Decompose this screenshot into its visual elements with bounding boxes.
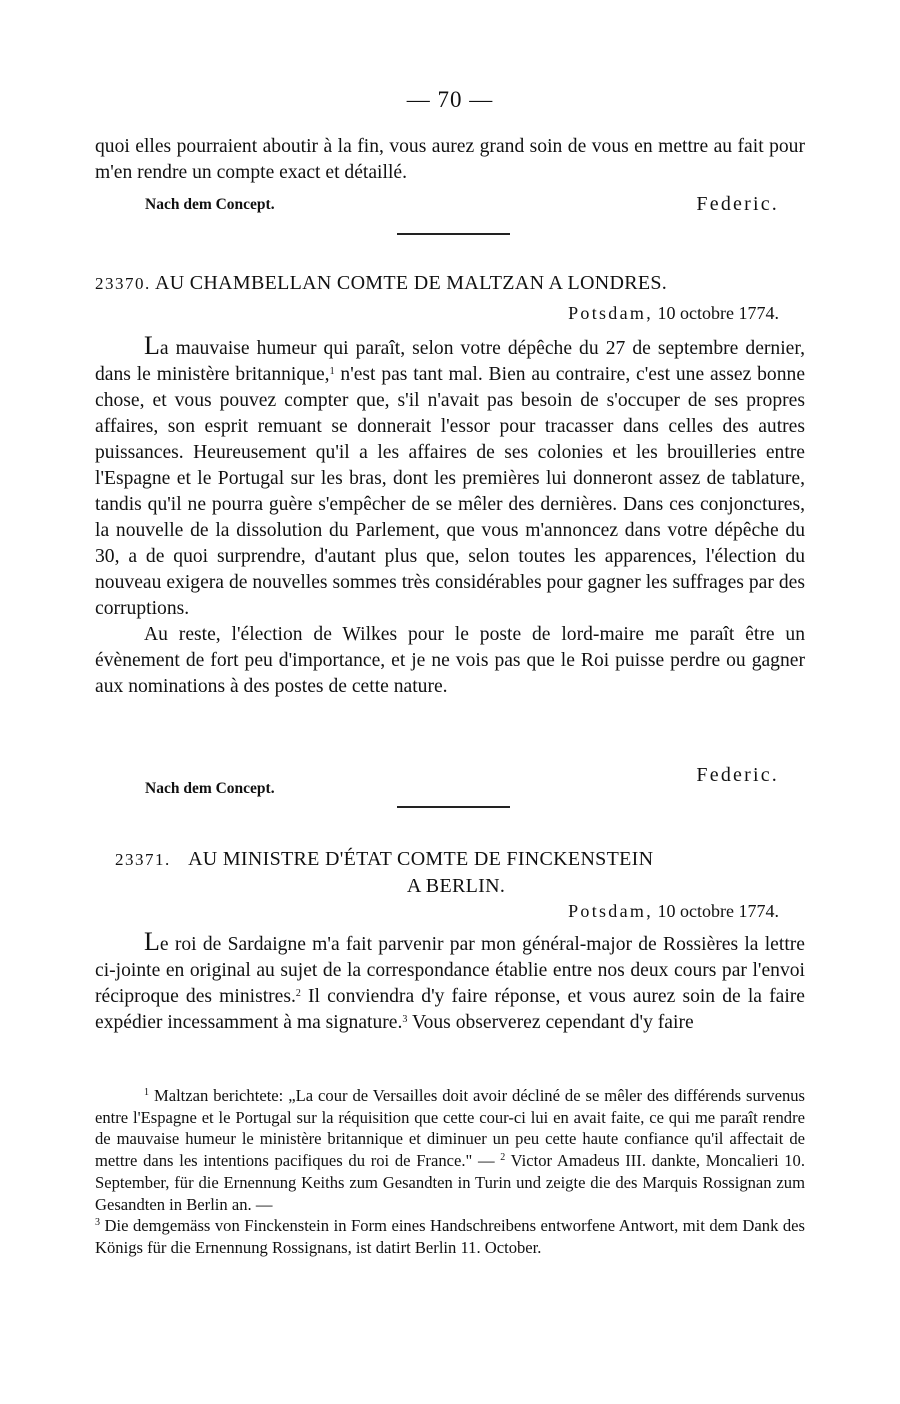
continuation-text: quoi elles pourraient aboutir à la fin, vous aurez grand soin de vous en mettre au fait pour m'en rendre un compte exact et détaillé.: [95, 136, 805, 183]
dateline: [568, 303, 779, 324]
paragraph: [95, 929, 805, 1036]
letter-title: AU MINISTRE D'ÉTAT COMTE DE FINCKENSTEIN: [188, 848, 654, 870]
letter-body: [95, 333, 805, 700]
dateline-place: Potsdam,: [568, 901, 654, 921]
source-note: Nach dem Concept.: [145, 780, 275, 797]
paragraph: Au reste, l'élection de Wilkes pour le poste de lord-maire me paraît être un évènement de fort peu d'importance, et je ne vois pas que le Roi puisse perdre ou gagner aux nominations à des postes de cette nature.: [95, 624, 805, 697]
dateline-date: 10 octobre 1774.: [657, 901, 779, 921]
letter-number: 23370.: [95, 274, 151, 293]
footnote-marker: 3: [95, 1217, 100, 1229]
letter-number: 23371.: [115, 850, 171, 869]
drop-cap: L: [144, 331, 160, 360]
paragraph: [95, 333, 805, 622]
footnote-marker: 3: [402, 1014, 408, 1025]
footnote-text: Die demgemäss von Finckenstein in Form eines Handschreibens entworfene Antwort, mit dem Dank des Königs für die Ernennung Rossignans, ist datirt Berlin 11. October.: [95, 1216, 805, 1257]
section-divider: [397, 233, 510, 235]
paragraph-text: n'est pas tant mal. Bien au contraire, c'est une assez bonne chose, et vous pouvez compter que, s'il n'avait pas besoin de s'occuper de ses propres affaires, son esprit remuant se donnerait l'essor pour tracasser dans celles des autres puissances. Heureusement qu'il a les affaires de ses colonies et les brouilleries entre l'Espagne et le Portugal sur les bras, dont les premières lui donneront assez de tablature, tandis qu'il ne pourra guère s'empêcher de se mêler des dernières. Dans ces conjonctures, la nouvelle de la dissolution du Parlement, que vous m'annoncez dans votre dépêche du 30, a de quoi surprendre, d'autant plus que, selon toutes les apparences, l'élection du nouveau exigera de nouvelles sommes très considérables pour gagner les suffrages par des corruptions.: [95, 364, 806, 619]
paragraph-text: e roi de Sardaigne m'a fait parvenir par mon général-major de Rossières la lettre ci-jointe en original au sujet de la correspondance établie entre nos deux cours par l'envoi réciproque des ministres.: [95, 934, 805, 1007]
page-number: — 70 —: [406, 87, 494, 112]
paragraph-text: Vous observerez cependant d'y faire: [407, 1012, 694, 1033]
dateline-date: 10 octobre 1774.: [657, 303, 779, 323]
drop-cap: L: [144, 927, 160, 956]
letter-title-line2: A BERLIN.: [406, 875, 506, 897]
footnote-text: Victor Amadeus III. dankte, Moncalieri 10. September, für die Ernennung Keiths zum Gesandten in Turin und zeigte die des Marquis Rossignan zum Gesandten in Berlin an. —: [95, 1151, 806, 1214]
footnote-marker: 1: [144, 1087, 149, 1098]
footnote-text: Maltzan berichtete: „La cour de Versailles doit avoir décliné de se mêler des différends survenus entre l'Espagne et le Portugal sur la réquisition que cette cour-ci lui en avait faite, ce qui me paraît rendre de mauvaise humeur le ministère britannique et diminuer un peu cette haute confiance qu'il affectait de mettre dans les intentions pacifiques du roi de France." —: [95, 1086, 805, 1171]
paragraph-text: a mauvaise humeur qui paraît, selon votre dépêche du 27 de septembre dernier, dans le ministère britannique,: [95, 338, 805, 385]
footnote: [95, 1215, 805, 1258]
signature: Federic.: [696, 764, 779, 786]
signature: Federic.: [696, 193, 779, 215]
dateline-place: Potsdam,: [568, 303, 654, 323]
footnote-marker: 2: [500, 1152, 506, 1164]
footnote-marker: 1: [329, 366, 335, 377]
footnote-marker: 2: [295, 988, 301, 999]
letter-body: [95, 929, 805, 1036]
footnote: [95, 1085, 805, 1215]
letter-heading: [95, 270, 805, 297]
letter-title: AU CHAMBELLAN COMTE DE MALTZAN A LONDRES.: [154, 272, 668, 294]
section-divider: [397, 806, 510, 808]
paragraph-text: Il conviendra d'y faire réponse, et vous aurez soin de la faire expédier incessamment à ma signature.: [95, 986, 805, 1033]
dateline: [568, 901, 779, 922]
continuation-block: [95, 134, 805, 186]
source-note: Nach dem Concept.: [145, 196, 275, 213]
footnotes: [95, 1085, 805, 1259]
letter-heading: [95, 846, 805, 899]
